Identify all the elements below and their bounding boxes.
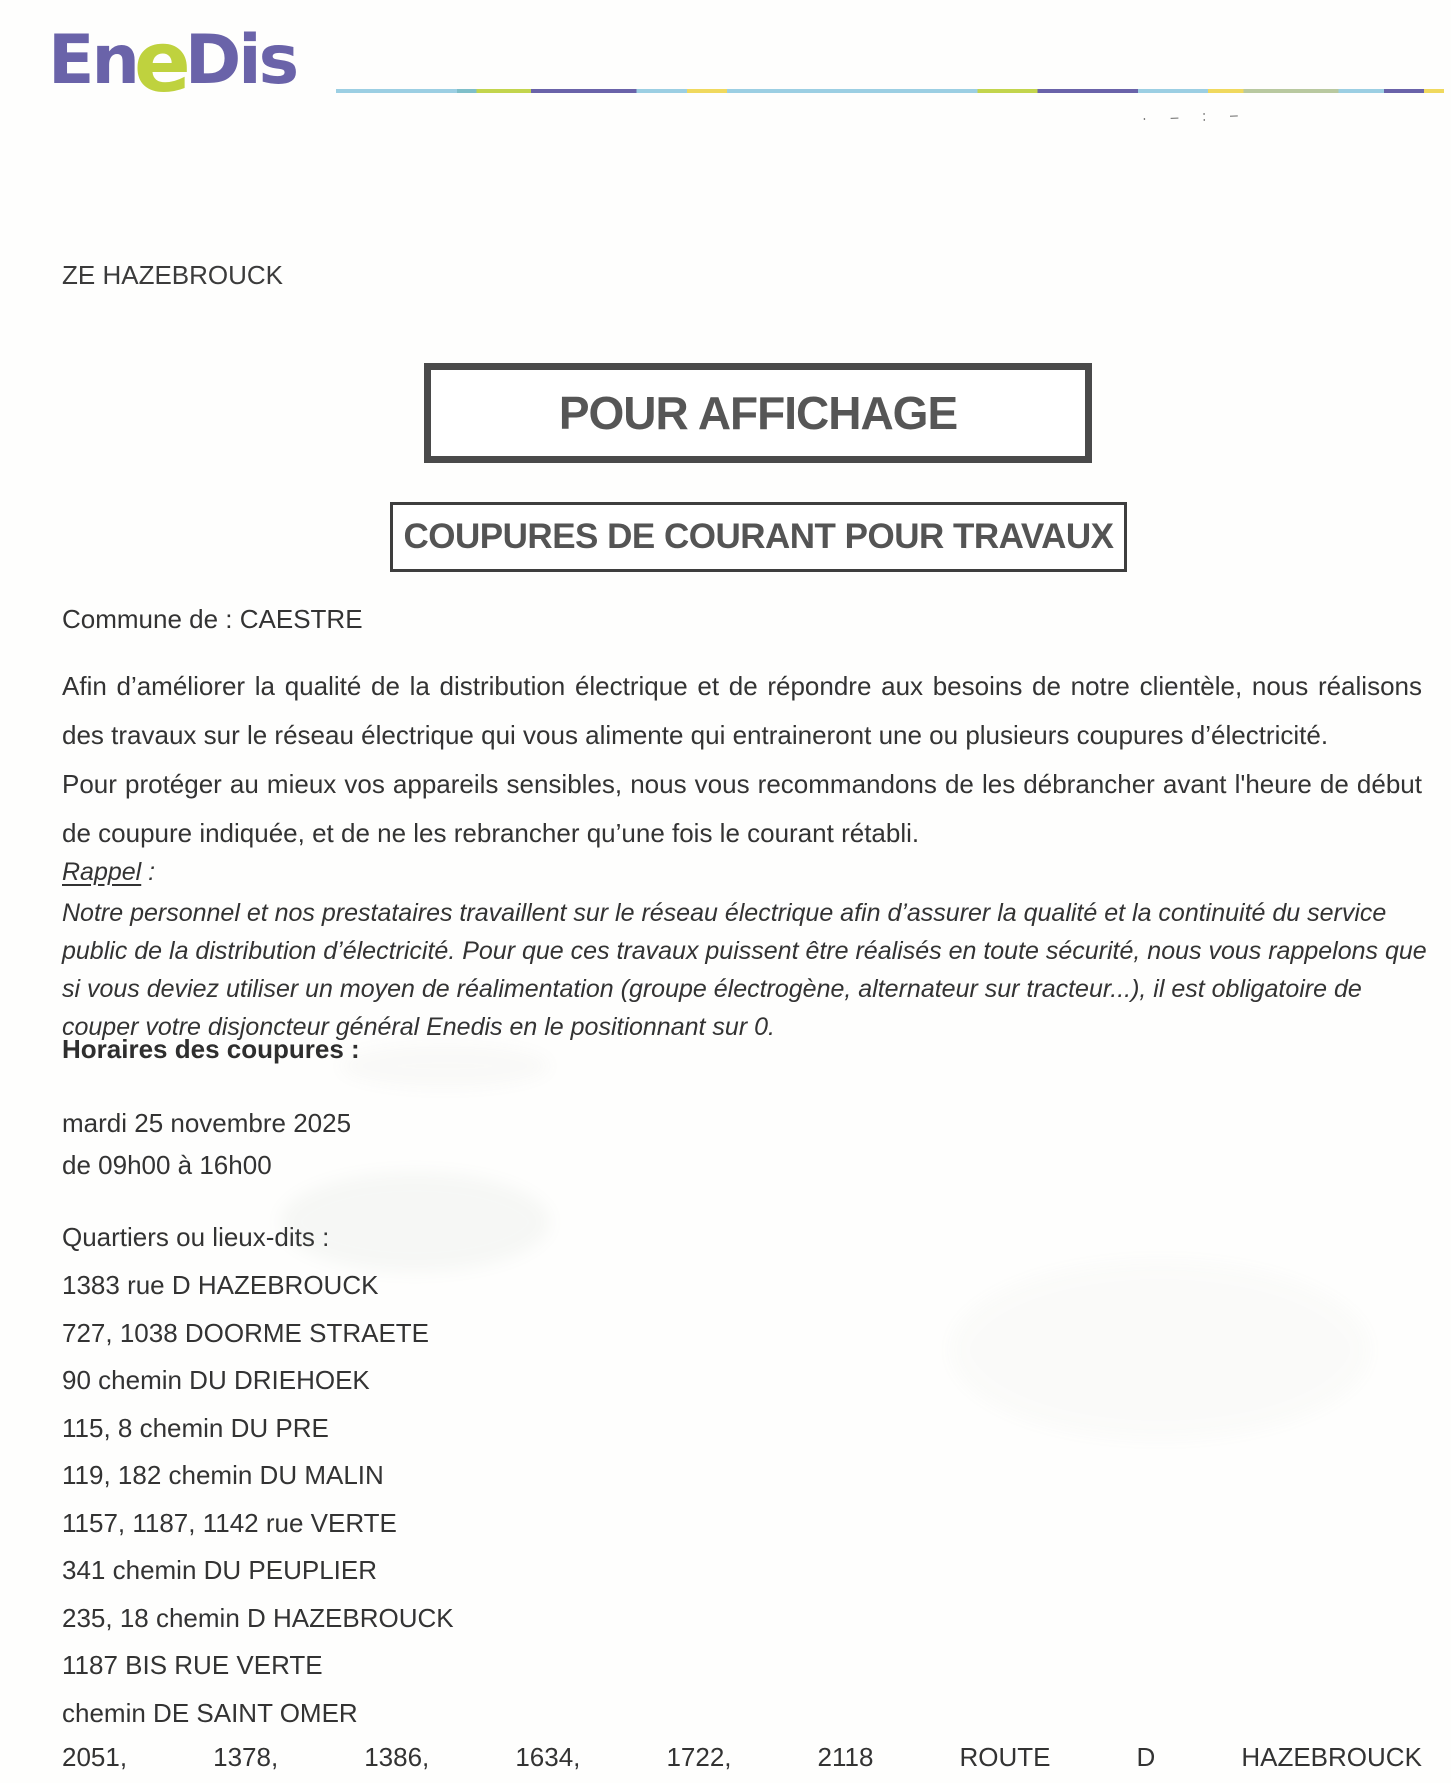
route-token: ROUTE: [959, 1742, 1051, 1772]
pour-affichage-banner: [424, 363, 1092, 463]
route-token: 1722,: [666, 1742, 732, 1772]
address-line: 235, 18 chemin D HAZEBROUCK: [62, 1602, 454, 1633]
commune-line: Commune de : CAESTRE: [62, 604, 363, 634]
agency-name: ZE HAZEBROUCK: [62, 260, 284, 290]
scan-ghost-artifact: [340, 1044, 550, 1088]
pour-affichage-label: POUR AFFICHAGE: [558, 387, 958, 439]
rappel-word: Rappel: [62, 858, 142, 886]
enedis-logo-green-e: e: [133, 13, 188, 111]
brand-divider-line: [336, 89, 1444, 93]
intro-paragraph: Afin d’améliorer la qualité de la distribution électrique et de répondre aux besoins de notre clientèle, nous réalisons des travaux sur le réseau électrique qui vous alimente qui entraineront une ou plusieurs coupures d’électricité.: [62, 671, 1422, 750]
rappel-colon: :: [141, 858, 156, 886]
rappel-paragraph: Notre personnel et nos prestataires travaillent sur le réseau électrique afin d’assurer la qualité et la continuité du service public de la distribution d’électricité. Pour que ces travaux puissent être réalisés en toute sécurité, nous vous rappelons que si vous deviez utiliser un moyen de réalimentation (groupe électrogène, alternateur sur tracteur...), il est obligatoire de couper votre disjoncteur général Enedis en le positionnant sur 0.: [62, 899, 1427, 1041]
route-token: 1378,: [213, 1742, 279, 1772]
address-list: [62, 1262, 454, 1737]
address-line: 119, 182 chemin DU MALIN: [62, 1460, 384, 1490]
route-token: 2051,: [62, 1742, 128, 1772]
rappel-heading: [62, 858, 155, 887]
address-line: 341 chemin DU PEUPLIER: [62, 1555, 378, 1585]
quartiers-heading: Quartiers ou lieux-dits :: [62, 1222, 330, 1252]
route-token: 1386,: [364, 1742, 430, 1772]
coupures-label: COUPURES DE COURANT POUR TRAVAUX: [403, 517, 1114, 556]
address-line: 1383 rue D HAZEBROUCK: [62, 1270, 379, 1300]
address-line: 90 chemin DU DRIEHOEK: [62, 1365, 370, 1395]
address-line: chemin DE SAINT OMER: [62, 1697, 358, 1728]
outage-date: mardi 25 novembre 2025: [62, 1108, 352, 1138]
route-hazebrouck-line: [62, 1742, 1422, 1773]
outage-time: de 09h00 à 16h00: [62, 1150, 272, 1180]
handwritten-marks: · – : –: [1141, 106, 1249, 126]
route-token: 1634,: [515, 1742, 581, 1772]
enedis-logo: [48, 13, 297, 111]
route-token: HAZEBROUCK: [1241, 1742, 1422, 1772]
coupures-banner: [390, 502, 1127, 572]
address-line: 115, 8 chemin DU PRE: [62, 1412, 329, 1443]
route-token: 2118: [817, 1742, 874, 1772]
route-token: D: [1136, 1742, 1156, 1772]
advice-paragraph: Pour protéger au mieux vos appareils sensibles, nous vous recommandons de les débrancher avant l'heure de début de coupure indiquée, et de ne les rebrancher qu’une fois le courant rétabli.: [62, 769, 1422, 848]
scan-ghost-artifact: [950, 1260, 1370, 1440]
enedis-logo-text-right: Dis: [184, 21, 297, 100]
horaires-heading: Horaires des coupures :: [62, 1034, 360, 1064]
address-line: 1187 BIS RUE VERTE: [62, 1650, 323, 1680]
enedis-logo-text-left: En: [48, 21, 137, 100]
address-line: 1157, 1187, 1142 rue VERTE: [62, 1507, 397, 1538]
address-line: 727, 1038 DOORME STRAETE: [62, 1317, 430, 1348]
